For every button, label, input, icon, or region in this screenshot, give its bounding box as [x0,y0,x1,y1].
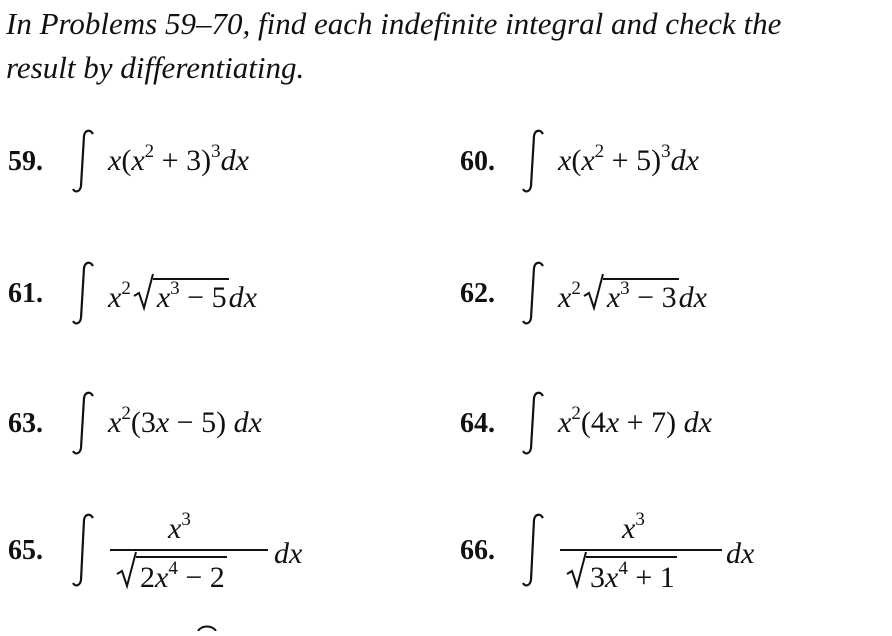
problem-62-number: 62. [460,278,495,309]
problem-64-number: 64. [460,408,495,439]
integral-sign [70,128,96,194]
instructions-line-2: result by differentiating. [6,50,305,85]
problem-60-integrand: $x(x^2 + 5)^3dx$ [558,141,699,177]
square-root: $2x^4 - 2$ [116,556,227,595]
integral-sign [520,260,546,326]
fraction-denominator [564,556,677,595]
integral-sign [70,260,96,326]
problem-61-integrand: $x^2$ $x^3 - 5dx$ [108,278,257,313]
fraction-denominator [114,556,227,595]
square-root: $3x^4 + 1$ [566,556,677,595]
integral-sign [70,390,96,456]
problem-59-integrand: $x(x^2 + 3)^3dx$ [108,141,249,177]
differential: dx [274,537,303,570]
integral-sign [520,512,546,588]
fraction-numerator: $x^3$ [622,509,645,545]
square-root: $x^3 - 5$ [133,278,229,313]
problem-64-integrand: $x^2(4x + 7)$ dx [558,403,712,439]
square-root: $x^3 - 3$ [583,278,679,313]
differential: dx [726,537,755,570]
problem-62-integrand: $x^2$ $x^3 - 3dx$ [558,278,707,313]
integral-sign [520,128,546,194]
instructions [6,2,886,90]
instructions-line-1: In Problems 59–70, find each indefinite integral and check the [6,6,782,41]
integral-sign [70,512,96,588]
cropped-glyph-fragment [196,625,218,631]
problem-63-number: 63. [8,408,43,439]
problem-65-number: 65. [8,535,43,566]
problem-63-integrand: $x^2(3x - 5)$ dx [108,403,262,439]
integral-sign [520,390,546,456]
problem-59-number: 59. [8,146,43,177]
problem-66-number: 66. [460,535,495,566]
problem-61-number: 61. [8,278,43,309]
problem-60-number: 60. [460,146,495,177]
fraction-numerator: $x^3$ [168,509,191,545]
